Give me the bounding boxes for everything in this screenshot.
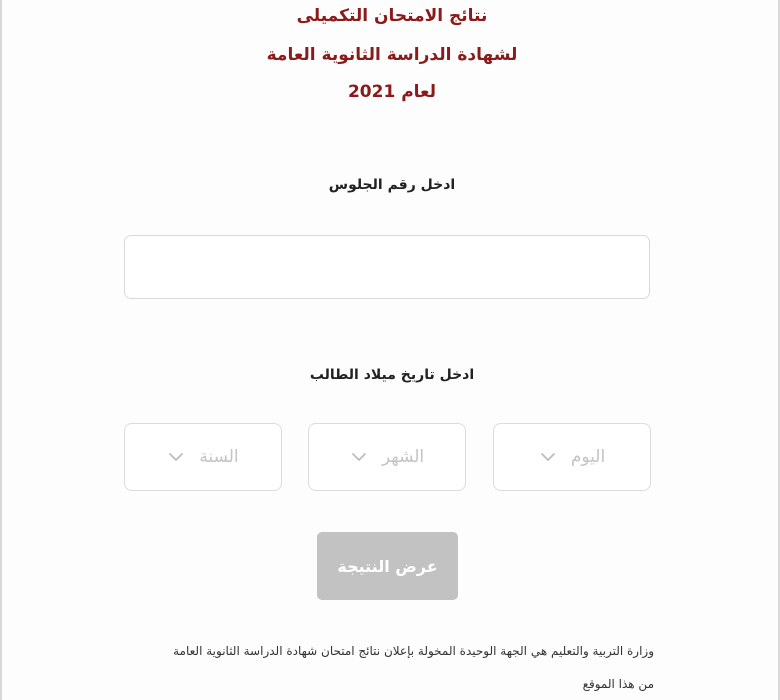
- seat-number-input[interactable]: [124, 235, 650, 299]
- chevron-down-icon: [350, 448, 368, 466]
- page-title: نتائج الامتحان التكميلى: [296, 6, 488, 26]
- day-select-placeholder: اليوم: [570, 447, 606, 467]
- seat-number-label: ادخل رقم الجلوس: [328, 177, 456, 193]
- year-select-placeholder: السنة: [199, 447, 239, 467]
- chevron-down-icon: [167, 448, 185, 466]
- show-result-button[interactable]: عرض النتيجة: [317, 532, 458, 600]
- footer-notice-line2: من هذا الموقع: [582, 677, 654, 691]
- day-select[interactable]: [493, 423, 651, 491]
- month-select-placeholder: الشهر: [381, 447, 425, 467]
- chevron-down-icon: [539, 448, 557, 466]
- birthdate-label: ادخل تاريخ ميلاد الطالب: [309, 367, 475, 383]
- year-select[interactable]: [124, 423, 282, 491]
- month-select[interactable]: [308, 423, 466, 491]
- footer-notice: وزارة التربية والتعليم هي الجهة الوحيدة المخولة بإعلان نتائج امتحان شهادة الدراسة الثانوية العامة: [173, 644, 654, 658]
- page-subtitle: لشهادة الدراسة الثانوية العامة: [266, 45, 518, 65]
- page-year: لعام 2021: [347, 82, 437, 102]
